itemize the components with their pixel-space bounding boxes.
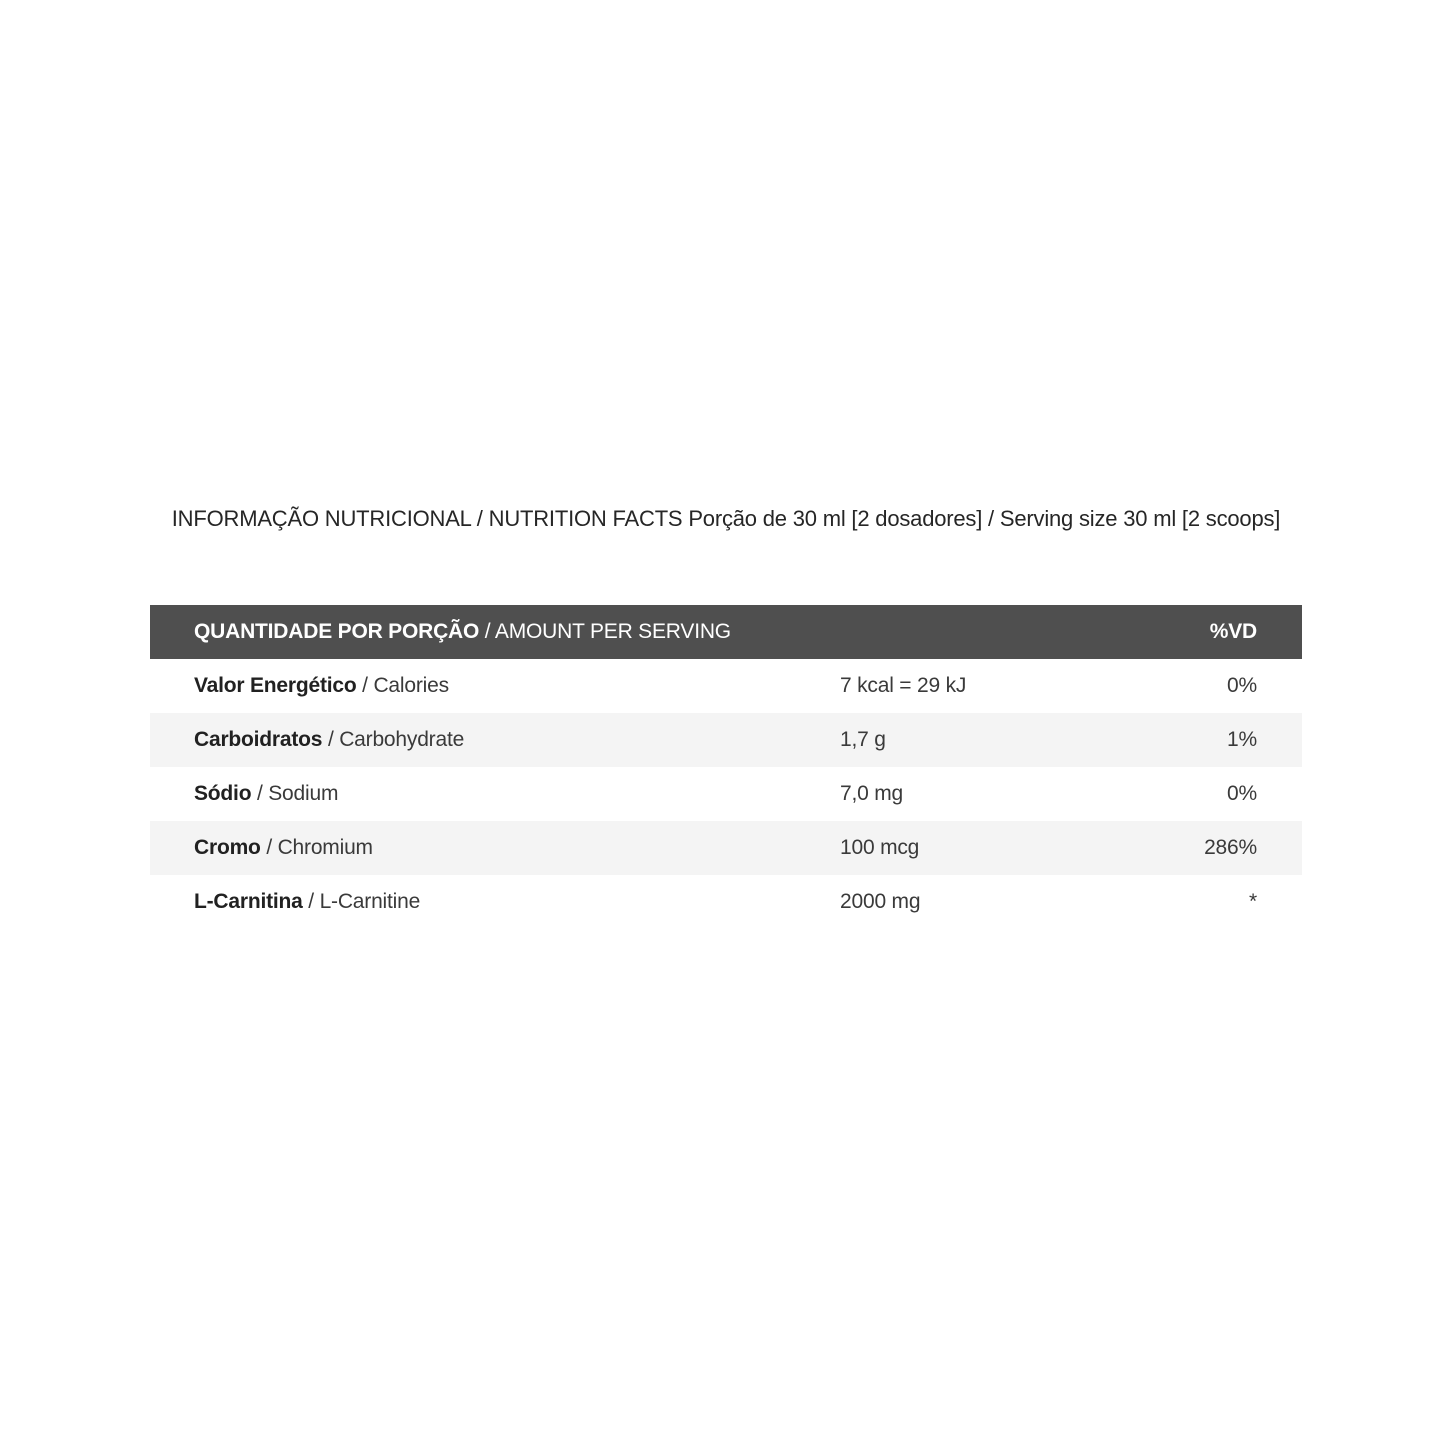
table-header-row bbox=[150, 605, 1302, 659]
nutrient-name-pt: Cromo bbox=[194, 836, 261, 859]
nutrient-dv: 0% bbox=[1227, 782, 1257, 805]
nutrient-amount: 7,0 mg bbox=[840, 782, 903, 805]
nutrient-name-pt: Valor Energético bbox=[194, 674, 357, 697]
nutrient-name-pt: Carboidratos bbox=[194, 728, 323, 751]
nutrient-dv: * bbox=[1249, 890, 1257, 913]
nutrient-name-en: Sodium bbox=[268, 782, 339, 805]
table-row bbox=[150, 821, 1302, 875]
nutrient-name-cell bbox=[194, 728, 840, 752]
nutrient-amount: 7 kcal = 29 kJ bbox=[840, 674, 967, 697]
nutrient-name-en: Carbohydrate bbox=[339, 728, 465, 751]
nutrient-name-separator: / bbox=[308, 890, 314, 913]
table-row bbox=[150, 659, 1302, 713]
header-dv-label: %VD bbox=[1209, 620, 1257, 643]
nutrient-name-pt: L-Carnitina bbox=[194, 890, 303, 913]
table-row bbox=[150, 713, 1302, 767]
nutrient-dv: 1% bbox=[1227, 728, 1257, 751]
table-row bbox=[150, 875, 1302, 929]
table-body bbox=[150, 659, 1302, 929]
nutrient-dv: 286% bbox=[1204, 836, 1257, 859]
nutrient-name-en: Chromium bbox=[277, 836, 373, 859]
nutrient-name-en: Calories bbox=[373, 674, 449, 697]
nutrient-name-pt: Sódio bbox=[194, 782, 252, 805]
nutrient-name-cell bbox=[194, 890, 840, 914]
table-row bbox=[150, 767, 1302, 821]
nutrient-name-separator: / bbox=[362, 674, 368, 697]
nutrition-facts-table bbox=[150, 605, 1302, 929]
nutrient-name-cell bbox=[194, 674, 840, 698]
nutrient-name-separator: / bbox=[266, 836, 272, 859]
header-label-pt: QUANTIDADE POR PORÇÃO bbox=[194, 620, 480, 643]
nutrient-name-cell bbox=[194, 782, 840, 806]
header-label-en: AMOUNT PER SERVING bbox=[494, 620, 731, 643]
header-label-separator: / bbox=[484, 620, 491, 643]
nutrition-facts-title: INFORMAÇÃO NUTRICIONAL / NUTRITION FACTS Porção de 30 ml [2 dosadores] / Serving size 30 ml [2 scoops] bbox=[171, 506, 1281, 531]
nutrient-name-separator: / bbox=[256, 782, 263, 805]
nutrient-amount: 2000 mg bbox=[840, 890, 921, 913]
nutrient-amount: 100 mcg bbox=[840, 836, 920, 859]
nutrient-amount: 1,7 g bbox=[840, 728, 886, 751]
nutrient-name-en: L-Carnitine bbox=[319, 890, 421, 913]
nutrient-name-cell bbox=[194, 836, 840, 860]
table-header-label bbox=[194, 620, 1210, 644]
nutrient-name-separator: / bbox=[327, 728, 334, 751]
nutrient-dv: 0% bbox=[1227, 674, 1257, 697]
